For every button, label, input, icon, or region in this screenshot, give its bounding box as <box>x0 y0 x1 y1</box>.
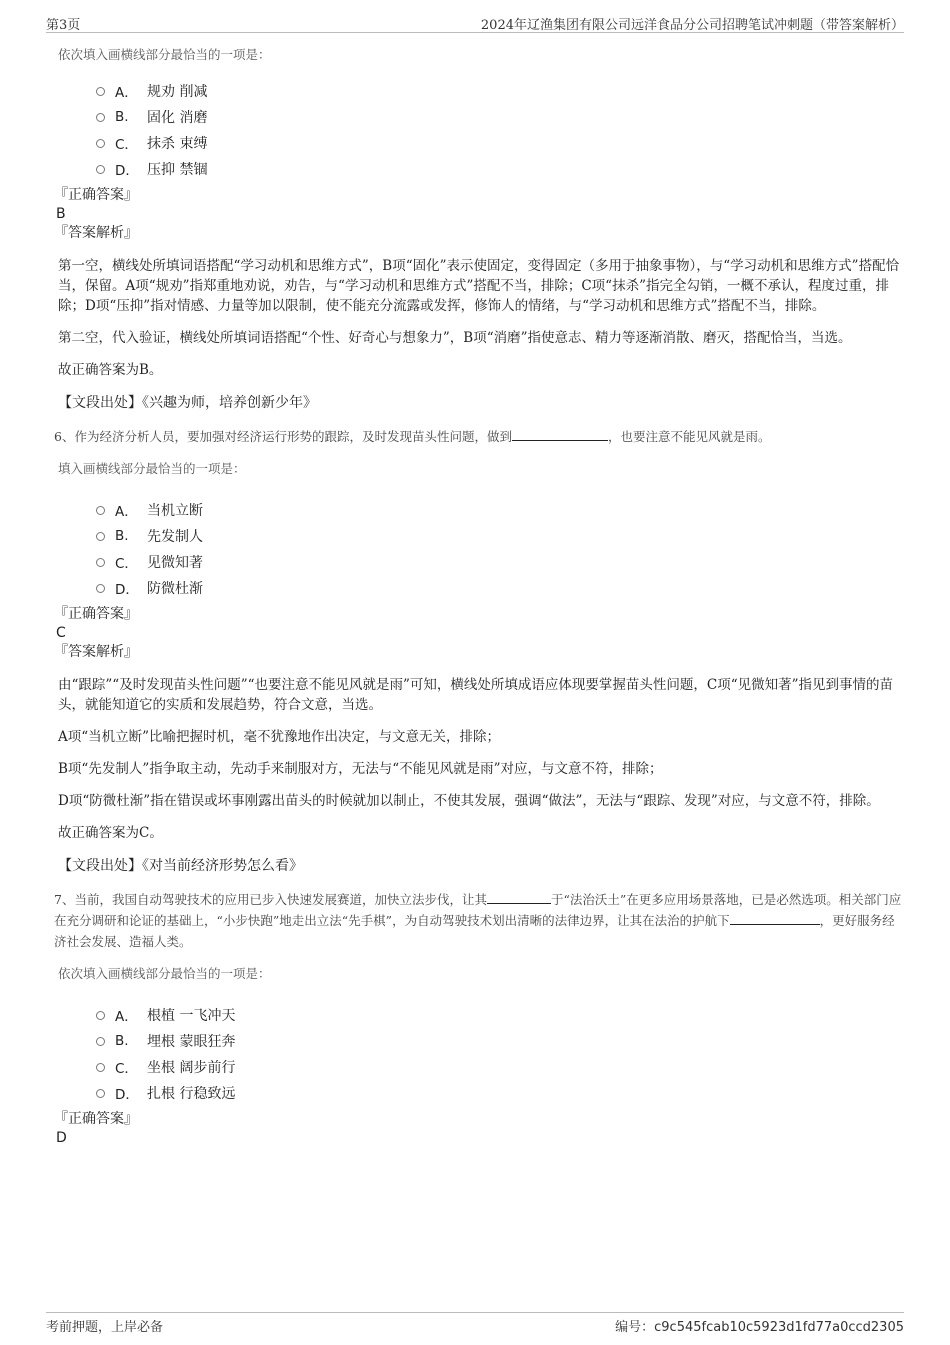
footer-slogan: 考前押题，上岸必备 <box>46 1320 164 1335</box>
q6-prompt: 填入画横线部分最恰当的一项是： <box>58 461 246 476</box>
document-code: 编号：c9c545fcab10c5923d1fd77a0ccd2305 <box>615 1320 904 1335</box>
q7-blank-1 <box>487 891 551 904</box>
radio-icon[interactable] <box>96 165 105 174</box>
q5-analysis-label: 『答案解析』 <box>54 225 138 241</box>
q5-prompt: 依次填入画横线部分最恰当的一项是： <box>58 47 271 62</box>
q6-option-b[interactable]: B. 先发制人 <box>96 523 904 549</box>
page-number: 第3页 <box>46 18 81 33</box>
q5-analysis-1: 第一空，横线处所填词语搭配“学习动机和思维方式”，B项“固化”表示使固定，变得固定（多用于抽象事物），与“学习动机和思维方式”搭配恰当，保留。A项“规劝”指郑重地劝说，劝告，与“学习动机和思维方式”搭配不当，排除；C项“抹杀”指完全勾销，一概不承认，程度过重，排除；D项“压抑”指对情感、力量等加以限制，使不能充分流露或发挥，修饰人的情绪，与“学习动机和思维方式”搭配不当，排除。 <box>58 258 900 314</box>
q5-answer: B <box>56 206 66 222</box>
radio-icon[interactable] <box>96 139 105 148</box>
q7-option-b[interactable]: B. 埋根 蒙眼狂奔 <box>96 1028 904 1054</box>
radio-icon[interactable] <box>96 558 105 567</box>
q5-analysis-3: 故正确答案为B。 <box>58 362 163 378</box>
q7-answer: D <box>56 1130 67 1146</box>
page-header <box>46 10 904 33</box>
q6-option-a[interactable]: A． 当机立断 <box>96 497 904 523</box>
radio-icon[interactable] <box>96 506 105 515</box>
q7-prompt: 依次填入画横线部分最恰当的一项是： <box>58 966 271 981</box>
q7-options <box>96 1002 904 1106</box>
q5-analysis-2: 第二空，代入验证，横线处所填词语搭配“个性、好奇心与想象力”，B项“消磨”指使意志、精力等逐渐消散、磨灭，搭配恰当，当选。 <box>58 330 852 346</box>
q6-blank <box>512 428 608 441</box>
q6-analysis-4: D项“防微杜渐”指在错误或坏事刚露出苗头的时候就加以制止，不使其发展，强调“做法”，无法与“跟踪、发现”对应，与文意不符，排除。 <box>58 793 880 809</box>
radio-icon[interactable] <box>96 1037 105 1046</box>
q6-option-d[interactable]: D． 防微杜渐 <box>96 575 904 601</box>
radio-icon[interactable] <box>96 113 105 122</box>
q6-answer-label: 『正确答案』 <box>54 606 138 622</box>
q6-analysis-label: 『答案解析』 <box>54 644 138 660</box>
radio-icon[interactable] <box>96 1011 105 1020</box>
q7-blank-2 <box>730 912 820 925</box>
q7-answer-label: 『正确答案』 <box>54 1111 138 1127</box>
page-footer <box>46 1312 904 1333</box>
q5-option-c[interactable]: C． 抹杀 束缚 <box>96 130 904 156</box>
radio-icon[interactable] <box>96 1089 105 1098</box>
radio-icon[interactable] <box>96 584 105 593</box>
q6-analysis-3: B项“先发制人”指争取主动，先动手来制服对方，无法与“不能见风就是雨”对应，与文意不符，排除； <box>58 761 663 777</box>
q6-analysis-2: A项“当机立断”比喻把握时机，毫不犹豫地作出决定，与文意无关，排除； <box>58 729 501 745</box>
main-content <box>54 45 904 1148</box>
q7-question: 7、当前，我国自动驾驶技术的应用已步入快速发展赛道，加快立法步伐，让其 于“法治沃土”在更多应用场景落地，已是必然选项。相关部门应在充分调研和论证的基础上，“小步快跑”地走出立法“先手棋”，为自动驾驶技术划出清晰的法律边界，让其在法治的护航下 ，更好服务经济社会发展、造福人类。 <box>54 892 902 949</box>
q5-option-a[interactable]: A． 规劝 削减 <box>96 78 904 104</box>
q6-source: 【文段出处】《对当前经济形势怎么看》 <box>58 858 303 874</box>
radio-icon[interactable] <box>96 87 105 96</box>
q7-option-a[interactable]: A． 根植 一飞冲天 <box>96 1002 904 1028</box>
q7-option-c[interactable]: C． 坐根 阔步前行 <box>96 1054 904 1080</box>
q5-options <box>96 78 904 182</box>
q6-analysis-5: 故正确答案为C。 <box>58 825 163 841</box>
document-title: 2024年辽渔集团有限公司远洋食品分公司招聘笔试冲刺题（带答案解析） <box>480 18 904 33</box>
q7-option-d[interactable]: D． 扎根 行稳致远 <box>96 1080 904 1106</box>
radio-icon[interactable] <box>96 532 105 541</box>
q6-analysis-1: 由“跟踪”“及时发现苗头性问题”“也要注意不能见风就是雨”可知，横线处所填成语应体现要掌握苗头性问题，C项“见微知著”指见到事情的苗头，就能知道它的实质和发展趋势，符合文意，当选。 <box>58 677 894 713</box>
q5-option-b[interactable]: B. 固化 消磨 <box>96 104 904 130</box>
q6-question: 6、作为经济分析人员，要加强对经济运行形势的跟踪，及时发现苗头性问题，做到 ，也要注意不能见风就是雨。 <box>54 429 771 444</box>
q6-answer: C <box>56 625 66 641</box>
q6-options <box>96 497 904 601</box>
q5-answer-label: 『正确答案』 <box>54 187 138 203</box>
radio-icon[interactable] <box>96 1063 105 1072</box>
q5-source: 【文段出处】《兴趣为师，培养创新少年》 <box>58 395 317 411</box>
q6-option-c[interactable]: C． 见微知著 <box>96 549 904 575</box>
q5-option-d[interactable]: D． 压抑 禁锢 <box>96 156 904 182</box>
